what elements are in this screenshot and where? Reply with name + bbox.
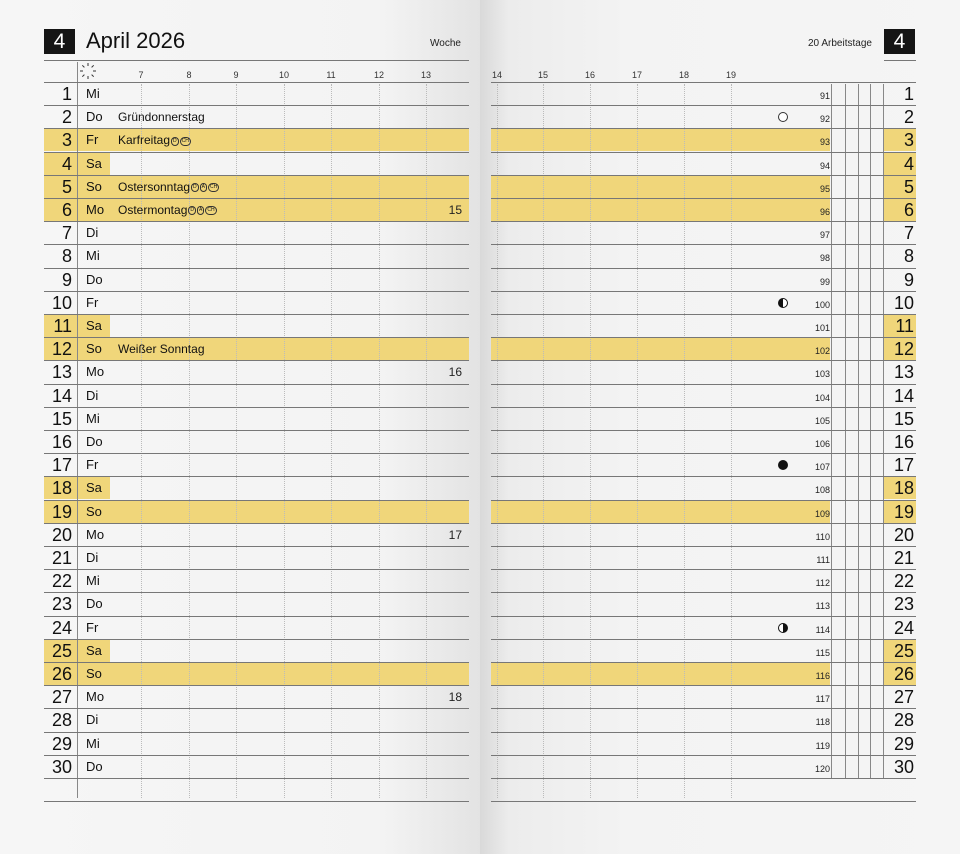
day-number-right: 4 — [903, 153, 914, 174]
row-rule — [491, 337, 916, 338]
day-of-year: 98 — [819, 253, 830, 264]
weekend-highlight — [44, 663, 469, 685]
weekday: Mo — [86, 202, 105, 217]
day-number-right: 23 — [893, 594, 914, 615]
day-number-right: 18 — [893, 478, 914, 499]
row-rule — [491, 105, 916, 106]
day-number-right: 19 — [893, 501, 914, 522]
hour-label: 10 — [278, 70, 289, 80]
day-number: 4 — [61, 153, 72, 174]
weekday: Di — [86, 225, 99, 241]
weekday: Mi — [86, 86, 100, 101]
row-rule — [44, 407, 469, 408]
day-number: 25 — [51, 640, 72, 661]
row-rule — [44, 453, 469, 454]
day-number: 13 — [51, 362, 72, 383]
hour-gridline — [236, 84, 237, 798]
region-badge: CH — [210, 184, 218, 191]
day-of-year: 106 — [814, 439, 830, 449]
row-rule — [491, 500, 916, 501]
day-number-right: 30 — [893, 756, 914, 777]
day-number-right: 26 — [893, 664, 914, 684]
sun-icon — [79, 62, 97, 80]
row-rule — [44, 105, 469, 106]
row-rule — [44, 639, 469, 640]
row-rule — [44, 152, 469, 153]
day-number: 10 — [51, 292, 72, 313]
day-number-right: 24 — [893, 617, 914, 638]
day-number: 16 — [51, 432, 72, 452]
day-number-right: 25 — [893, 640, 914, 661]
row-rule — [491, 476, 916, 477]
day-number-right: 2 — [903, 107, 914, 128]
row-rule — [491, 384, 916, 385]
day-of-year: 95 — [819, 183, 830, 194]
day-number: 11 — [53, 316, 72, 336]
row-rule — [491, 453, 916, 454]
weekend-highlight — [491, 199, 830, 221]
hour-label: 13 — [420, 70, 431, 80]
hour-label: 12 — [373, 70, 384, 80]
day-number: 27 — [51, 687, 72, 708]
weekday: Mo — [86, 364, 105, 380]
day-of-year: 103 — [814, 369, 830, 380]
weekend-highlight — [44, 501, 469, 523]
hour-gridline — [731, 84, 732, 798]
row-rule — [44, 476, 469, 477]
hour-label: 16 — [584, 70, 595, 80]
row-rule — [44, 175, 469, 176]
day-of-year: 92 — [819, 114, 830, 125]
hour-gridline — [590, 84, 591, 798]
day-number: 3 — [61, 130, 72, 151]
day-number: 7 — [61, 223, 72, 244]
day-of-year: 115 — [815, 647, 830, 658]
day-number-right: 9 — [903, 269, 914, 290]
day-of-year: 118 — [815, 717, 830, 728]
holiday-text: Gründonnerstag — [118, 110, 205, 125]
day-of-year: 104 — [814, 392, 830, 403]
row-rule — [44, 291, 469, 292]
month-title: April 2026 — [86, 28, 186, 53]
day-of-year: 109 — [814, 508, 830, 519]
row-rule — [491, 732, 916, 733]
weekday: Sa — [86, 480, 102, 496]
weekend-highlight — [44, 199, 469, 221]
day-number-right: 22 — [893, 571, 914, 592]
row-rule — [44, 546, 469, 547]
day-number: 15 — [51, 408, 72, 429]
day-number: 1 — [61, 84, 72, 104]
weekday: Di — [86, 550, 99, 565]
day-number: 9 — [61, 269, 72, 290]
day-number-right: 27 — [893, 687, 914, 708]
day-number: 28 — [51, 710, 72, 731]
weekend-highlight — [44, 338, 469, 360]
column-divider — [831, 84, 832, 778]
moon-phase-icon — [778, 298, 788, 308]
row-rule — [44, 523, 469, 524]
holiday-text: Karfreitag — [118, 133, 171, 148]
row-rule — [491, 616, 916, 617]
day-number: 24 — [51, 617, 72, 638]
row-rule — [44, 708, 469, 709]
week-number: 16 — [448, 365, 462, 380]
row-rule — [44, 384, 469, 385]
column-divider — [870, 84, 871, 778]
region-badge: D — [190, 207, 194, 214]
row-rule — [491, 268, 916, 269]
weekday: Do — [86, 758, 103, 774]
day-number: 30 — [51, 756, 72, 777]
row-rule — [44, 662, 469, 663]
row-rule — [44, 337, 469, 338]
day-number: 23 — [51, 594, 72, 615]
moon-phase-icon — [778, 623, 788, 633]
row-rule — [491, 291, 916, 292]
region-badge: D — [173, 137, 177, 144]
hour-gridline — [637, 84, 638, 798]
weekday: Mo — [86, 526, 105, 542]
hour-label: 17 — [631, 70, 642, 80]
row-rule — [491, 244, 916, 245]
day-number: 2 — [61, 107, 72, 128]
weekday: Mo — [86, 689, 105, 705]
hour-label: 7 — [138, 70, 144, 80]
row-rule — [44, 732, 469, 733]
hour-label: 18 — [678, 70, 689, 80]
row-rule — [491, 662, 916, 663]
hour-gridline — [543, 84, 544, 798]
row-rule — [491, 152, 916, 153]
day-number-right: 11 — [895, 316, 914, 336]
holiday-text: Ostermontag — [118, 203, 188, 217]
week-number: 17 — [448, 527, 462, 542]
day-of-year: 91 — [819, 91, 830, 101]
day-of-year: 120 — [814, 763, 830, 774]
weekday: Sa — [86, 155, 102, 171]
day-number-right: 28 — [893, 710, 914, 731]
row-rule — [44, 198, 469, 199]
weekday: Do — [86, 596, 103, 612]
row-rule — [44, 500, 469, 501]
day-of-year: 100 — [814, 299, 830, 310]
weekday: Sa — [86, 642, 102, 658]
row-rule — [491, 360, 916, 361]
day-number-right: 6 — [903, 200, 914, 220]
region-badge: CH — [181, 137, 189, 144]
hour-gridline — [379, 84, 380, 798]
row-rule — [491, 523, 916, 524]
day-number-right: 16 — [893, 432, 914, 452]
row-rule — [491, 685, 916, 686]
day-number: 14 — [51, 385, 72, 406]
weekday: Di — [86, 387, 99, 403]
weekend-highlight — [491, 129, 830, 151]
holiday-name — [118, 199, 217, 221]
hour-gridline — [497, 84, 498, 798]
row-rule — [44, 221, 469, 222]
day-number-right: 13 — [893, 362, 914, 383]
day-of-year: 108 — [814, 485, 830, 496]
row-rule — [491, 175, 916, 176]
month-number-badge-right: 4 — [884, 29, 915, 54]
workdays-label: 20 Arbeitstage — [808, 38, 872, 49]
weekend-highlight — [491, 663, 830, 685]
row-rule — [491, 221, 916, 222]
day-number-right: 1 — [903, 84, 914, 104]
day-of-year: 111 — [816, 555, 830, 565]
row-rule — [491, 755, 916, 756]
hour-label: 11 — [326, 70, 336, 80]
holiday-name — [118, 176, 219, 198]
weekday: Mi — [86, 573, 100, 589]
row-rule — [491, 778, 916, 779]
header-rule — [44, 60, 469, 61]
hour-gridline — [331, 84, 332, 798]
weekday: So — [86, 666, 102, 681]
weekend-highlight — [491, 501, 830, 523]
row-rule — [491, 82, 916, 83]
header-rule — [884, 60, 916, 61]
day-number-right: 14 — [893, 385, 914, 406]
weekday: Fr — [86, 132, 99, 148]
hour-gridline — [284, 84, 285, 798]
day-number: 6 — [61, 200, 72, 220]
day-number: 5 — [61, 176, 72, 197]
day-of-year: 105 — [814, 415, 830, 426]
hour-label: 14 — [491, 70, 502, 80]
day-of-year: 113 — [815, 601, 830, 612]
day-number: 22 — [51, 571, 72, 592]
weekday: Do — [86, 271, 103, 287]
hour-gridline — [426, 84, 427, 798]
day-number-right: 8 — [903, 246, 914, 267]
row-rule — [44, 801, 469, 802]
row-rule — [44, 685, 469, 686]
weekday: Do — [86, 434, 103, 449]
day-number: 18 — [51, 478, 72, 499]
weekend-highlight — [491, 176, 830, 198]
day-number: 8 — [61, 246, 72, 267]
week-number: 18 — [448, 690, 462, 705]
hour-label: 8 — [186, 70, 192, 80]
hour-label: 9 — [233, 70, 239, 80]
weekday: Mi — [86, 735, 100, 751]
hour-label: 19 — [725, 70, 736, 80]
row-rule — [44, 314, 469, 315]
row-rule — [491, 801, 916, 802]
row-rule — [491, 592, 916, 593]
row-rule — [491, 546, 916, 547]
day-of-year: 107 — [814, 462, 830, 473]
row-rule — [491, 198, 916, 199]
row-rule — [491, 569, 916, 570]
weekday: Mi — [86, 248, 100, 264]
day-of-year: 114 — [815, 624, 830, 635]
hour-gridline — [684, 84, 685, 798]
row-rule — [44, 755, 469, 756]
day-of-year: 99 — [819, 276, 830, 287]
day-number: 21 — [51, 548, 72, 568]
weekday: Do — [86, 109, 103, 125]
weekday: Fr — [86, 294, 99, 310]
row-rule — [491, 430, 916, 431]
day-number: 29 — [51, 733, 72, 754]
weekend-highlight — [44, 129, 469, 151]
day-of-year: 116 — [815, 671, 830, 681]
day-number-right: 12 — [893, 339, 914, 360]
row-rule — [44, 592, 469, 593]
row-rule — [44, 82, 469, 83]
weekend-highlight — [491, 338, 830, 360]
row-rule — [44, 128, 469, 129]
row-rule — [44, 616, 469, 617]
weekday: So — [86, 503, 102, 519]
weekday: Di — [86, 712, 99, 728]
row-rule — [44, 778, 469, 779]
week-label: Woche — [430, 38, 461, 49]
row-rule — [491, 639, 916, 640]
day-number-right: 21 — [893, 548, 914, 568]
region-badge: A — [201, 184, 206, 191]
day-number: 19 — [51, 501, 72, 522]
holiday-name — [118, 106, 205, 128]
day-of-year: 102 — [814, 346, 830, 357]
holiday-name — [118, 338, 205, 360]
region-badge: CH — [207, 207, 215, 214]
weekday: Mi — [86, 410, 100, 426]
holiday-name — [118, 129, 191, 151]
day-number-right: 3 — [903, 130, 914, 151]
row-rule — [44, 569, 469, 570]
day-of-year: 101 — [814, 323, 830, 333]
column-divider — [845, 84, 846, 778]
day-number: 26 — [51, 664, 72, 684]
day-of-year: 96 — [819, 207, 830, 217]
day-number: 17 — [51, 455, 72, 476]
day-of-year: 93 — [819, 137, 830, 148]
region-badge: D — [193, 184, 197, 191]
day-number-right: 7 — [903, 223, 914, 244]
weekday: Fr — [86, 619, 99, 635]
weekday: So — [86, 341, 102, 357]
month-number-badge: 4 — [44, 29, 75, 54]
weekday: Fr — [86, 457, 99, 473]
holiday-text: Ostersonntag — [118, 179, 191, 194]
day-of-year: 94 — [819, 160, 830, 171]
row-rule — [44, 268, 469, 269]
weekend-highlight — [44, 176, 469, 198]
hour-label: 15 — [537, 70, 548, 80]
row-rule — [44, 244, 469, 245]
row-rule — [491, 708, 916, 709]
week-number: 15 — [448, 203, 462, 217]
day-of-year: 97 — [819, 230, 830, 241]
weekday: So — [86, 178, 102, 194]
day-number-right: 20 — [893, 524, 914, 545]
day-number: 20 — [51, 524, 72, 545]
day-of-year: 119 — [815, 740, 830, 751]
day-of-year: 117 — [815, 694, 830, 705]
column-divider — [858, 84, 859, 778]
day-of-year: 110 — [815, 531, 830, 542]
holiday-text: Weißer Sonntag — [118, 342, 205, 357]
day-number-right: 29 — [893, 733, 914, 754]
day-of-year: 112 — [815, 578, 830, 589]
weekday: Sa — [86, 318, 102, 333]
row-rule — [491, 128, 916, 129]
row-rule — [491, 407, 916, 408]
day-number-right: 10 — [893, 292, 914, 313]
day-number: 12 — [51, 339, 72, 360]
day-number-right: 5 — [903, 176, 914, 197]
region-badge: A — [199, 207, 203, 214]
day-number-right: 17 — [893, 455, 914, 476]
row-rule — [44, 430, 469, 431]
day-number-right: 15 — [893, 408, 914, 429]
row-rule — [491, 314, 916, 315]
row-rule — [44, 360, 469, 361]
